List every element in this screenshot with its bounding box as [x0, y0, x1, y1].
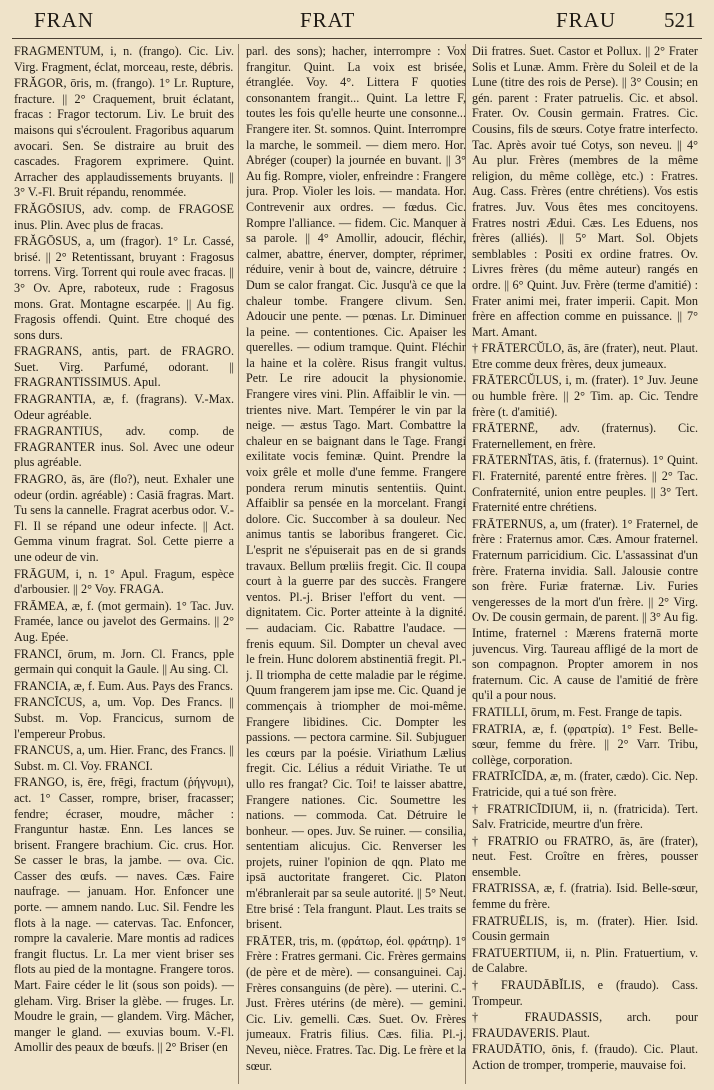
entry: FRATRUĒLIS, is, m. (frater). Hier. Isid. Cousin germain [472, 913, 698, 944]
entry: FRATRĪCĪDA, æ, m. (frater, cædo). Cic. Nep. Fratricide, qui a tué son frère. [472, 769, 698, 799]
entry: FRĀTERNUS, a, um (frater). 1° Fraternel, de frère : Fraternus amor. Cæs. Amour fraternel. Fraternum parricidium. Cic. L'assassinat d'un frère. Fraterna invidia. Sall. Jalousie contre son frère. Furiæ fraternæ. Liv. Furies vengeresses de la mort d'un frère. || 2° Virg. Ov. De cousin germain, de parent. || 3° Au fig. Intime, fraternel : Mærens fraternā morte juvencus. Virg. Taureau affligé de la mort de son compagnon. Propter amorem in nos fraternum. Cic. A cause de l'amitié de frère qu'il a pour nous. [472, 516, 698, 703]
entry: FRANCUS, a, um. Hier. Franc, des Francs. || Subst. m. Cl. Voy. FRANCI. [14, 743, 234, 773]
column-1 [14, 44, 234, 1084]
running-header [0, 0, 714, 40]
right-guide-word: FRAU [556, 8, 617, 32]
entry: FRAGRANTIUS, adv. comp. de FRAGRANTER inus. Sol. Avec une odeur plus agréable. [14, 424, 234, 470]
entry: FRAUDĀTIO, ōnis, f. (fraudo). Cic. Plaut. Action de tromper, tromperie, mauvaise foi. [472, 1042, 698, 1072]
entry: FRĀMEA, æ, f. (mot germain). 1° Tac. Juv. Framée, lance ou javelot des Germains. || 2° Aug. Epée. [14, 598, 234, 644]
column-divider [238, 44, 239, 1084]
page-number: 521 [664, 8, 696, 32]
entry: Dii fratres. Suet. Castor et Pollux. || 2° Frater Solis et Lunæ. Amm. Frère du Soleil et de la Lune (titre des rois de Perse). || 3° Cousin; en gén. parent : Frater patruelis. Cic. et absol. Frater. Ov. Cousin germain. Fratres. Cic. Cousins, fils de sœurs. Cotye fratre interfecto. Tac. Après avoir tué Cotys, son neveu. || 4° Au plur. Frères (membres de la même religion, du même collège, etc.) : Fratres. Aug. Cass. Frères (entre chrétiens). Vos estis fratres. Juv. Vous êtes mes concitoyens. Fratres nostri Ædui. Cæs. Les Eduens, nos frères (alliés). || 5° Mart. Sol. Objets semblables : Positi ex ordine fratres. Ov. Livres frères (du même auteur) rangés en ordre. || 6° Quint. Juv. Frère (terme d'amitié) : Frater animi mei, frater imperii. Capit. Mon frère en affection comme en puissance. || 7° Mart. Amant. [472, 44, 698, 339]
entry: FRANGO, is, ēre, frēgi, fractum (ῥήγνυμι), act. 1° Casser, rompre, briser, fracasser; fendre; écraser, moudre, mâcher : Franguntur hastæ. Enn. Les lances se brisent. Frangere brachium. Cic. crus. Hor. Se casser le bras, la jambe. — ova. Cic. Casser des œufs. — naves. Cæs. Faire naufrage. — januam. Hor. Enfoncer une porte. — amnem nando. Luc. Sil. Fendre les flots à la nage. — catervas. Tac. Enfoncer, rompre la cavalerie. Mare montis ad radices frangit fluctus. Lr. La mer vient briser ses flots au pied de la montagne. Frangere toros. Mart. Faire céder le lit (sous son poids). — gleham. Virg. Briser la glèbe. — fruges. Lr. Moudre le grain, — glandem. Virg. Mâcher, manger le gland. — exuvias boum. V.-Fl. Amollir des peaux de bœufs. || 2° Briser (en [14, 775, 234, 1055]
entry: FRAGRANS, antis, part. de FRAGRO. Suet. Virg. Parfumé, odorant. || FRAGRANTISSIMUS. Apul. [14, 344, 234, 390]
entry: FRĂGOR, ōris, m. (frango). 1° Lr. Rupture, fracture. || 2° Craquement, bruit éclatant, fracas : Fragor tectorum. Liv. Le bruit des maisons qui s'écroulent. Fragoribus aquarum avocari. Sen. Se distraire au bruit des cascades. Fragorem exprimere. Quint. Arracher des applaudissements bruyants. || 3° V.-Fl. Bruit répandu, renommée. [14, 76, 234, 200]
entry: FRĂGŌSIUS, adv. comp. de FRAGOSE inus. Plin. Avec plus de fracas. [14, 201, 234, 232]
entry: FRATRIA, æ, f. (φρατρία). 1° Fest. Belle-sœur, femme du frère. || 2° Varr. Tribu, collège, corporation. [472, 721, 698, 767]
entry: FRANCĪCUS, a, um. Vop. Des Francs. || Subst. m. Vop. Francicus, surnom de l'empereur Probus. [14, 695, 234, 741]
entry: † FRATRIO ou FRATRO, ās, āre (frater), neut. Fest. Croître en frères, pousser ensemble. [472, 833, 698, 879]
entry: FRAGRO, ās, āre (flo?), neut. Exhaler une odeur (ordin. agréable) : Casiā fragras. Mart. Tu sens la cannelle. Fragrat acerbus odor. V.-Fl. Il se répand une odeur infecte. || Act. Gemma vinum fragrat. Sol. Cette pierre a une odeur de vin. [14, 472, 234, 564]
entry: FRATILLI, ōrum, m. Fest. Frange de tapis. [472, 704, 683, 719]
entry: † FRĀTERCŬLO, ās, āre (frater), neut. Plaut. Etre comme deux frères, deux jumeaux. [472, 341, 698, 371]
left-guide-word: FRAN [34, 8, 95, 32]
entry: † FRAUDĀBĬLIS, e (fraudo). Cass. Trompeur. [472, 978, 698, 1008]
column-2 [246, 44, 466, 1084]
entry: FRAGRANTIA, æ, f. (fragrans). V.-Max. Odeur agréable. [14, 392, 234, 422]
entry: FRATRISSA, æ, f. (fratria). Isid. Belle-sœur, femme du frère. [472, 881, 698, 912]
entry: FRĀTERCŬLUS, i, m. (frater). 1° Juv. Jeune ou humble frère. || 2° Tim. ap. Cic. Tendre frère (t. d'amitié). [472, 373, 698, 419]
entry: FRĂGŌSUS, a, um (fragor). 1° Lr. Cassé, brisé. || 2° Retentissant, bruyant : Fragosus torrens. Virg. Torrent qui roule avec fracas. || 3° Ov. Apre, raboteux, rude : Fragosus mons. Grat. Montagne escarpée. || Au fig. Fragosis offendi. Quint. Etre choqué des sons durs. [14, 234, 234, 342]
entry: † FRAUDASSIS, arch. pour FRAUDAVERIS. Plaut. [472, 1010, 698, 1040]
entry: FRANCIA, æ, f. Eum. Aus. Pays des Francs. [14, 678, 234, 693]
entry: FRĀTERNĒ, adv. (fraternus). Cic. Fraternellement, en frère. [472, 421, 698, 451]
column-3 [472, 44, 698, 1084]
entry: FRAGMENTUM, i, n. (frango). Cic. Liv. Virg. Fragment, éclat, morceau, reste, débris. [14, 44, 234, 74]
entry: parl. des sons); hacher, interrompre : Vox frangitur. Quint. La voix est brisée, étranglée. Voy. 4°. Littera F quoties consonantem frangit... Quint. La lettre F, toutes les fois qu'elle heurte une consonne... Frangere iter. St. somnos. Quint. Interrompre la marche, le sommeil. — diem mero. Hor. Abréger (couper) la journée en buvant. || 3° Au fig. Rompre, violer, enfreindre : Frangere jura. Prop. Violer les lois. — mandata. Hor. Contrevenir aux ordres. — fœdus. Cic. Rompre l'alliance. — fidem. Cic. Manquer à sa parole. || 4° Amollir, adoucir, fléchir, calmer, abattre, énerver, dompter, réprimer, réduire, venir à bout de, vaincre, détruire : Dum se calor frangat. Cic. Jusqu'à ce que la chaleur tombe. Frangere clivum. Sen. Adoucir une pente. — pœnas. Lr. Diminuer la peine. — contentiones. Cic. Apaiser les querelles. — odium tramque. Quint. Fléchir la haine et la colère. Risus frangit vultus. Petr. Le rire adoucit la physionomie. Frangere vires vini. Plin. Affaiblir le vin. — trientes nive. Mart. Tempérer le vin par la neige. — æstus Tago. Mart. Combattre la chaleur en se baignant dans le Tage. Frangi exilitate vocis feminæ. Quint. Prendre la voix grêle et molle d'une femme. Frangere pondera rerum minutis sententiis. Quint. Affaiblir sa pensée en la morcelant. Frangi dolore. Cic. Succomber à sa douleur. Nec animus tantis se laboribus frangeret. Cic. L'esprit ne s'épuiserait pas en de si grands travaux. Bellum prœliis fregit. Cic. Il coupa court à la guerre par des succès. Frangere ventos. Pl.-j. Briser l'effort du vent. — dignitatem. Cic. Porter atteinte à la dignité. — audaciam. Cic. Rabattre l'audace. — frenis equum. Sil. Dompter un cheval avec le frein. Hunc dolorem abstinentiā fregit. Pl.-j. Il triompha de cette maladie par le régime. Quum frangerem jam ipse me. Cic. Quand je commençais à triompher de moi-même. Frangere libidines. Cic. Dompter les passions. — pectora carmine. Sil. Subjuguer les cœurs par la poésie. Viriathum Lælius fregit. Cic. Lélius a réduit Viriathe. Te ut ullo res frangat? Cic. Toi! te laisser abattre, Frangere nationes. Cic. Soumettre les nations. — commoda. Cat. Détruire le bonheur. — opes. Juv. Se ruiner. — consilia, sententiam alicujus. Cic. Renverser les projets, ruiner l'opinion de qqn. Plato me ipsā auctoritate frangeret. Cic. Platon m'ébranlerait par sa seule autorité. || 5° Neut. Etre brisé : Tela frangunt. Plaut. Les traits se brisent. [246, 44, 466, 932]
entry: FRATUERTIUM, ii, n. Plin. Fratuertium, v. de Calabre. [472, 945, 698, 976]
entry: FRANCI, ōrum, m. Jorn. Cl. Francs, pple germain qui conquit la Gaule. || Au sing. Cl. [14, 646, 234, 677]
entry: FRĀGUM, i, n. 1° Apul. Fragum, espèce d'arbousier. || 2° Voy. FRAGA. [14, 566, 234, 597]
header-rule [12, 38, 702, 39]
entry: † FRATRICĪDIUM, ii, n. (fratricida). Tert. Salv. Fratricide, meurtre d'un frère. [472, 801, 698, 832]
entry: FRĀTERNĬTAS, ātis, f. (fraternus). 1° Quint. Fl. Fraternité, parenté entre frères. || 2° Tac. Confraternité, union entre peuples. || 3° Tert. Fraternité entre chrétiens. [472, 453, 698, 515]
middle-guide-word: FRAT [300, 8, 356, 32]
entry: FRĀTER, tris, m. (φράτωρ, éol. φράτηρ). 1° Frère : Fratres germani. Cic. Frères germains (de père et de mère). — consanguinei. Caj. Frères consanguins (de père). — uterini. C.-Just. Frères utérins (de mère). — gemini. Cic. Liv. gemelli. Cæs. Suet. Ov. Frères jumeaux. Fratris filius. Cæs. filia. Pl.-j. Neveu, nièce. Fratres. Tac. Dig. Le frère et la sœur. [246, 933, 466, 1073]
